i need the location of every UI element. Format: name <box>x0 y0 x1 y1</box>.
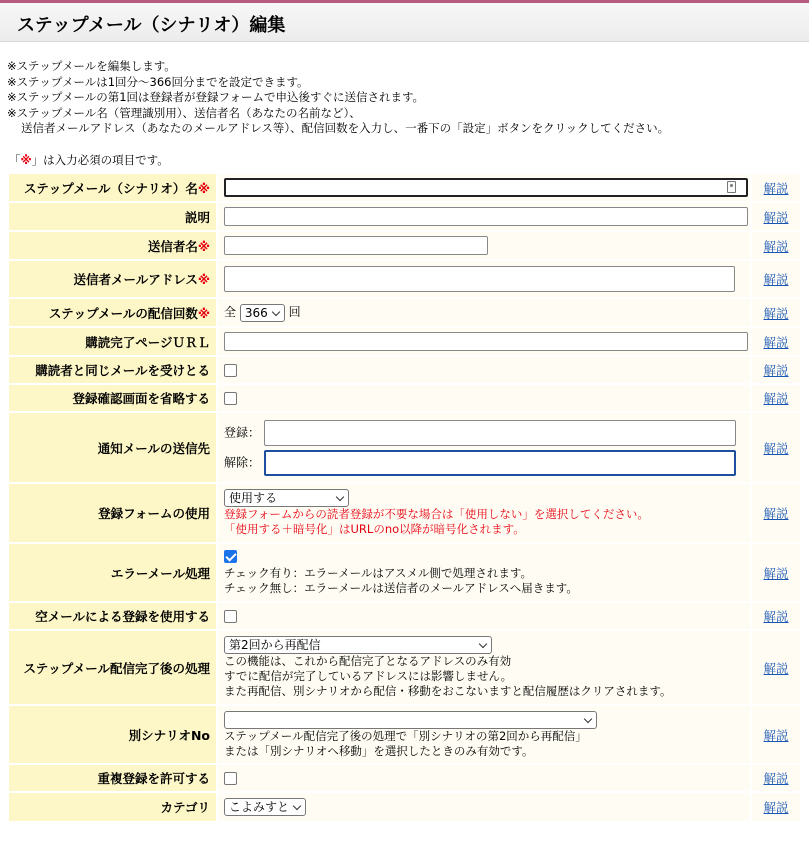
error-mail-checkbox[interactable] <box>224 550 237 563</box>
settings-form <box>9 172 800 823</box>
form-row <box>9 174 800 201</box>
description-input[interactable] <box>224 207 748 226</box>
allow-duplicate-checkbox[interactable] <box>224 772 237 785</box>
count-suffix: 回 <box>288 305 301 320</box>
help-link[interactable]: 解説 <box>763 334 789 350</box>
required-note-text: 」は入力必須の項目です。 <box>31 153 169 167</box>
required-note <box>9 152 169 168</box>
other-scenario-note: または「別シナリオへ移動」を選択したときのみ有効です。 <box>224 743 534 758</box>
help-link[interactable]: 解説 <box>763 660 789 676</box>
intro-line: ※ステップメールは1回分〜366回分までを設定できます。 <box>7 74 309 89</box>
required-mark: ※ <box>20 153 32 167</box>
sender-email-input[interactable] <box>224 266 735 292</box>
help-link[interactable]: 解説 <box>763 727 789 743</box>
field-label: ステップメールの配信回数※ <box>9 299 216 326</box>
other-scenario-select[interactable] <box>224 711 597 729</box>
field-label: 重複登録を許可する <box>9 765 216 791</box>
help-link[interactable]: 解説 <box>763 272 789 287</box>
required-mark: ※ <box>197 272 210 287</box>
error-mail-note: チェック有り：エラーメールはアスメル側で処理されます。 <box>224 566 532 580</box>
help-link[interactable]: 解説 <box>763 391 789 406</box>
help-link[interactable]: 解説 <box>763 800 789 815</box>
intro-text <box>7 59 669 137</box>
field-label: 登録確認画面を省略する <box>9 385 216 411</box>
form-row <box>9 357 800 383</box>
field-label: 別シナリオNo <box>9 706 216 763</box>
help-link[interactable]: 解説 <box>763 506 789 521</box>
skip-confirm-checkbox[interactable] <box>224 392 237 405</box>
field-label: 説明 <box>9 203 216 230</box>
notify-cancel-input[interactable] <box>264 450 736 476</box>
required-mark: ※ <box>197 238 210 254</box>
scenario-name-input[interactable] <box>224 178 748 197</box>
category-select[interactable]: こよみすと <box>224 798 306 816</box>
cancel-label: 解除： <box>224 455 261 469</box>
help-link[interactable]: 解説 <box>763 363 789 378</box>
after-complete-select[interactable]: 第2回から再配信 <box>224 636 492 654</box>
field-label: エラーメール処理 <box>9 544 216 601</box>
field-label: 通知メールの送信先 <box>9 413 216 482</box>
required-mark: ※ <box>197 180 210 196</box>
complete-url-input[interactable] <box>224 332 748 351</box>
form-row <box>9 631 800 704</box>
field-label: 空メールによる登録を使用する <box>9 603 216 629</box>
empty-mail-checkbox[interactable] <box>224 610 237 623</box>
form-row <box>9 765 800 791</box>
title-bar <box>0 0 809 42</box>
field-label: 購読者と同じメールを受けとる <box>9 357 216 383</box>
required-note-open: 「 <box>9 153 21 167</box>
after-complete-note: この機能は、これから配信完了となるアドレスのみ有効 <box>224 654 512 668</box>
contact-card-icon[interactable] <box>727 181 736 193</box>
help-link[interactable]: 解説 <box>763 209 789 225</box>
form-row <box>9 232 800 259</box>
field-label: 購読完了ページＵＲＬ <box>9 328 216 355</box>
count-prefix: 全 <box>224 305 237 320</box>
form-use-note: 登録フォームからの読者登録が不要な場合は「使用しない」を選択してください。 <box>224 507 649 521</box>
error-mail-note: チェック無し：エラーメールは送信者のメールアドレスへ届きます。 <box>224 581 578 595</box>
intro-line: ※ステップメールを編集します。 <box>7 59 176 73</box>
intro-line: 送信者メールアドレス（あなたのメールアドレス等）、配信回数を入力し、一番下の「設定」ボタンをクリックしてください。 <box>21 121 670 136</box>
help-link[interactable]: 解説 <box>763 771 789 786</box>
help-link[interactable]: 解説 <box>763 305 789 321</box>
register-label: 登録： <box>224 425 261 439</box>
form-row <box>9 385 800 411</box>
field-label: ステップメール配信完了後の処理 <box>9 631 216 704</box>
form-row <box>9 299 800 326</box>
field-label: 送信者メールアドレス※ <box>9 261 216 297</box>
form-row <box>9 261 800 297</box>
notify-register-input[interactable] <box>264 420 736 446</box>
other-scenario-note: ステップメール配信完了後の処理で「別シナリオの第2回から再配信」 <box>224 728 587 743</box>
help-link[interactable]: 解説 <box>763 609 789 624</box>
form-row <box>9 203 800 230</box>
help-link[interactable]: 解説 <box>763 565 789 581</box>
form-row <box>9 413 800 482</box>
field-label: ステップメール（シナリオ）名※ <box>9 174 216 201</box>
form-row <box>9 328 800 355</box>
help-link[interactable]: 解説 <box>763 440 789 456</box>
field-label: カテゴリ <box>9 793 216 821</box>
after-complete-note: また再配信、別シナリオから配信・移動をおこないますと配信履歴はクリアされます。 <box>224 684 672 698</box>
receive-same-checkbox[interactable] <box>224 364 237 377</box>
field-label: 登録フォームの使用 <box>9 484 216 542</box>
delivery-count-select[interactable]: 366 <box>240 304 285 322</box>
form-row <box>9 544 800 601</box>
intro-line: ※ステップメール名（管理識別用）、送信者名（あなたの名前など）、 <box>7 105 361 120</box>
sender-name-input[interactable] <box>224 236 488 255</box>
after-complete-note: すでに配信が完了しているアドレスには影響しません。 <box>224 669 513 683</box>
page-title: ステップメール（シナリオ）編集 <box>17 15 286 36</box>
form-row <box>9 603 800 629</box>
form-row <box>9 706 800 763</box>
help-link[interactable]: 解説 <box>763 180 789 196</box>
form-use-select[interactable]: 使用する <box>224 489 349 507</box>
intro-line: ※ステップメールの第1回は登録者が登録フォームで申込後すぐに送信されます。 <box>7 90 425 105</box>
field-label: 送信者名※ <box>9 232 216 259</box>
form-use-note: 「使用する＋暗号化」はURLのno以降が暗号化されます。 <box>224 522 525 536</box>
help-link[interactable]: 解説 <box>763 238 789 254</box>
form-row <box>9 793 800 821</box>
required-mark: ※ <box>197 305 210 321</box>
form-row <box>9 484 800 542</box>
